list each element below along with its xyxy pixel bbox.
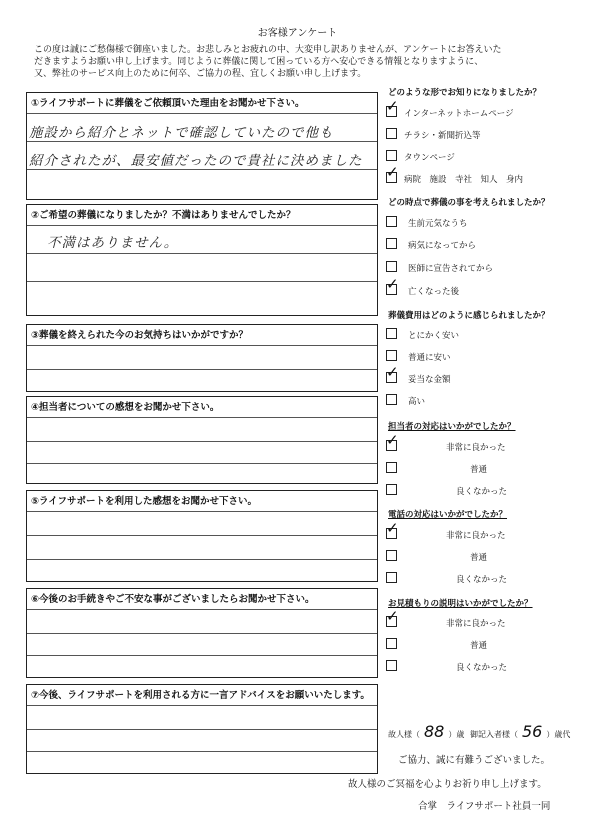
survey-5-option-3-checkbox[interactable]	[386, 572, 397, 583]
survey-6-option-2-checkbox[interactable]	[386, 638, 397, 649]
question-3-box	[26, 324, 378, 392]
survey-3-option-4-label: 高い	[408, 397, 426, 407]
survey-5-question: 電話の対応はいかがでしたか？	[388, 510, 508, 520]
survey-3-option-2-checkbox[interactable]	[386, 350, 397, 361]
question-1-answer-line[interactable]: 施設から紹介とネットで確認していたので他も	[29, 125, 334, 141]
survey-1-option-1-checkbox[interactable]: ✓	[386, 97, 399, 115]
survey-4-question: 担当者の対応はいかがでしたか？	[388, 422, 516, 432]
closing-thanks: ご協力、誠に有難うございました。	[398, 755, 551, 766]
survey-6-question: お見積もりの説明はいかがでしたか？	[388, 599, 533, 609]
deceased-age-value[interactable]: 88	[424, 722, 445, 741]
intro-line: この度は誠にご愁傷様で御座いました。お悲しみとお疲れの中、大変申し訳ありませんが、アンケートにお答えいた	[34, 45, 502, 55]
page-title: お客様アンケート	[257, 28, 338, 39]
closing-condolence: 故人様のご冥福を心よりお祈り申し上げます。	[348, 779, 547, 790]
intro-line: だきますようお願い申し上げます。同じように葬儀に関して困っている方へ安心できる情報となりますように、	[34, 57, 484, 67]
survey-3-question: 葬儀費用はどのように感じられましたか？	[388, 311, 550, 321]
survey-3-option-3-checkbox[interactable]: ✓	[386, 363, 399, 381]
writer-age-label: 御記入者様（	[470, 730, 518, 739]
survey-2-option-1-checkbox[interactable]	[386, 216, 397, 227]
survey-2-question: どの時点で葬儀の事を考えられましたか？	[388, 198, 550, 208]
survey-4-option-1-checkbox[interactable]: ✓	[386, 431, 399, 449]
question-5-box	[26, 490, 378, 582]
survey-1-question: どのような形でお知りになりましたか？	[388, 88, 542, 98]
survey-2-option-4-checkbox[interactable]: ✓	[386, 275, 399, 293]
survey-3-option-3-label: 妥当な金額	[408, 375, 451, 385]
writer-age-field	[470, 722, 570, 741]
question-2-box	[26, 204, 378, 316]
intro-text	[34, 44, 574, 80]
survey-2-option-3-label: 医師に宣告されてから	[408, 264, 494, 274]
survey-2-option-2-label: 病気になってから	[408, 241, 477, 251]
survey-4-option-2-checkbox[interactable]	[386, 462, 397, 473]
question-3-label: ③葬儀を終えられた今のお気持ちはいかがですか？	[31, 330, 249, 341]
closing-signoff: 合掌 ライフサポート社員一同	[418, 801, 551, 812]
survey-6-option-1-label: 非常に良かった	[446, 619, 506, 629]
survey-1-option-4-checkbox[interactable]: ✓	[386, 163, 399, 181]
question-1-box	[26, 92, 378, 200]
survey-4-option-3-checkbox[interactable]	[386, 484, 397, 495]
writer-age-unit: ）歳代	[546, 730, 571, 739]
survey-2-option-3-checkbox[interactable]	[386, 261, 397, 272]
question-4-box	[26, 396, 378, 484]
survey-1-option-3-checkbox[interactable]	[386, 150, 397, 161]
deceased-age-unit: ）歳	[448, 730, 465, 739]
survey-1-option-4-label: 病院 施設 寺社 知人 身内	[404, 175, 524, 185]
question-1-answer-line[interactable]: 紹介されたが、最安値だったので貴社に決めました	[29, 153, 363, 169]
survey-2-option-4-label: 亡くなった後	[408, 287, 460, 297]
survey-1-option-2-checkbox[interactable]	[386, 128, 397, 139]
deceased-age-field	[388, 722, 464, 741]
survey-5-option-2-checkbox[interactable]	[386, 550, 397, 561]
survey-6-option-3-label: 良くなかった	[456, 663, 508, 673]
survey-3-option-1-checkbox[interactable]	[386, 328, 397, 339]
question-4-label: ④担当者についての感想をお聞かせ下さい。	[31, 402, 220, 413]
survey-4-option-2-label: 普通	[470, 465, 488, 475]
question-1-label: ①ライフサポートに葬儀をご依頼頂いた理由をお聞かせ下さい。	[31, 98, 305, 109]
survey-3-option-1-label: とにかく安い	[408, 331, 460, 341]
question-2-answer-line[interactable]: 不満はありません。	[47, 235, 179, 251]
survey-5-option-3-label: 良くなかった	[456, 575, 508, 585]
survey-2-option-2-checkbox[interactable]	[386, 238, 397, 249]
survey-1-option-3-label: タウンページ	[404, 153, 455, 163]
survey-4-option-3-label: 良くなかった	[456, 487, 508, 497]
survey-5-option-2-label: 普通	[470, 553, 488, 563]
survey-6-option-3-checkbox[interactable]	[386, 660, 397, 671]
question-6-label: ⑥今後のお手続きやご不安な事がございましたらお聞かせ下さい。	[31, 594, 315, 605]
question-7-label: ⑦今後、ライフサポートを利用される方に一言アドバイスをお願いいたします。	[31, 690, 370, 701]
question-6-box	[26, 588, 378, 678]
intro-line: 又、弊社のサービス向上のために何卒、ご協力の程、宜しくお願い申し上げます。	[34, 69, 367, 79]
question-7-box	[26, 684, 378, 774]
survey-3-option-4-checkbox[interactable]	[386, 394, 397, 405]
survey-5-option-1-label: 非常に良かった	[446, 531, 506, 541]
survey-1-option-1-label: インターネットホームページ	[404, 109, 514, 119]
question-2-label: ②ご希望の葬儀になりましたか？不満はありませんでしたか？	[31, 210, 296, 221]
survey-3-option-2-label: 普通に安い	[408, 353, 451, 363]
survey-6-option-2-label: 普通	[470, 641, 488, 651]
survey-5-option-1-checkbox[interactable]: ✓	[386, 519, 399, 537]
question-5-label: ⑤ライフサポートを利用した感想をお聞かせ下さい。	[31, 496, 257, 507]
survey-2-option-1-label: 生前元気なうち	[408, 219, 468, 229]
deceased-age-label: 故人様（	[388, 730, 420, 739]
writer-age-value[interactable]: 56	[522, 722, 543, 741]
survey-4-option-1-label: 非常に良かった	[446, 443, 506, 453]
survey-6-option-1-checkbox[interactable]: ✓	[386, 607, 399, 625]
survey-1-option-2-label: チラシ・新聞折込等	[404, 131, 481, 141]
